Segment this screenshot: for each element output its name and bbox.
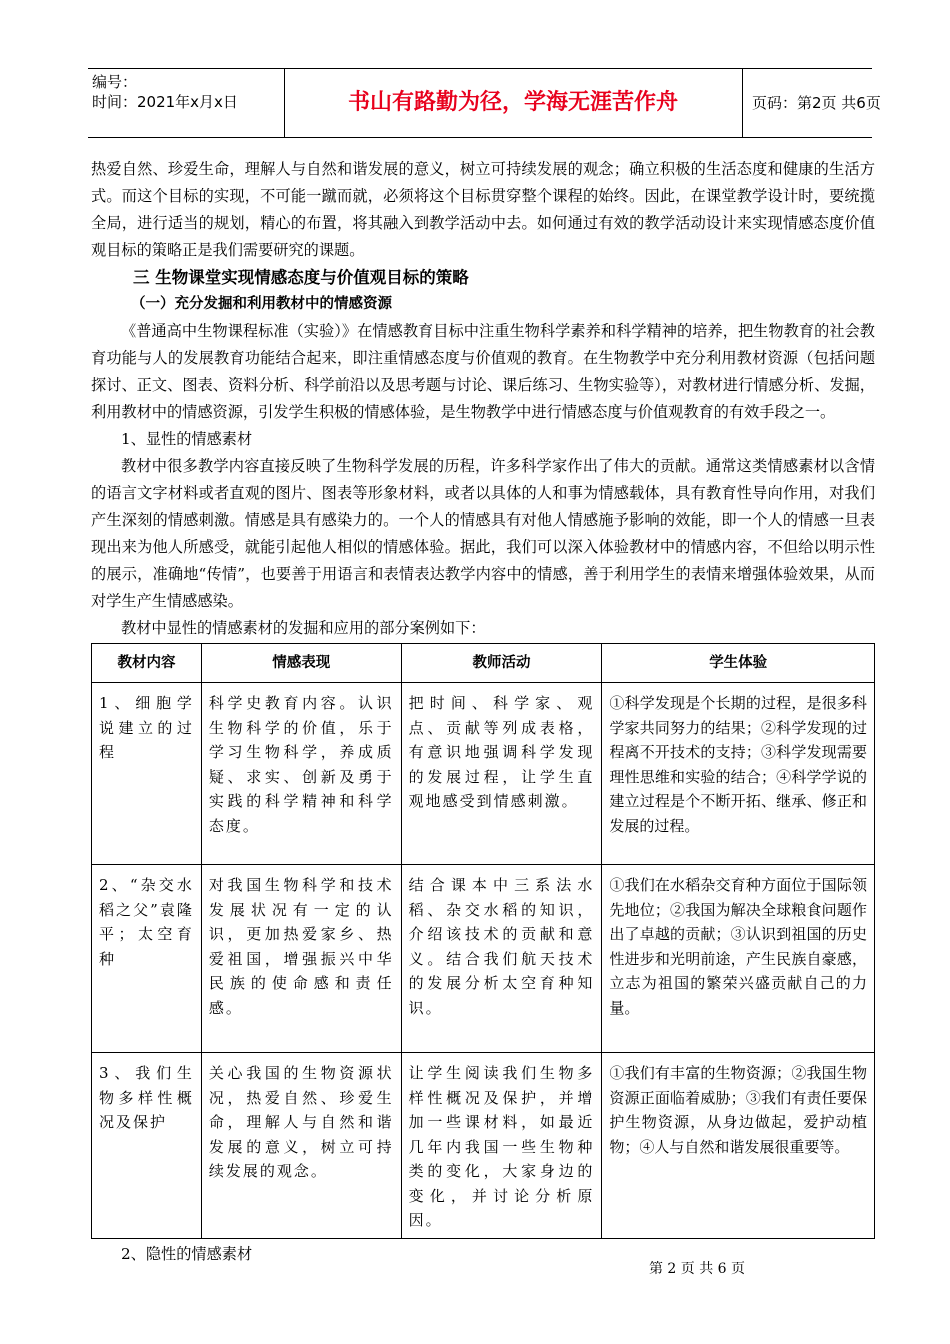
body-paragraph-1: 《普通高中生物课程标准（实验）》在情感教育目标中注重生物科学素养和科学精神的培养，把生物教育的社会教育功能与人的发展教育功能结合起来，即注重情感态度与价值观的教育。在生物教学中充分利用教材资源（包括问题探讨、正文、图表、资料分析、科学前沿以及思考题与讨论、课后练习、生物实验等），对教材进行情感分析、发掘，利用教材中的情感资源，引发学生积极的情感体验，是生物教学中进行情感态度与价值观教育的有效手段之一。 xyxy=(91,322,875,421)
subsection-heading: （一）充分发掘和利用教材中的情感资源 xyxy=(131,296,392,312)
table-cell: ①我们有丰富的生物资源；②我国生物资源正面临着威胁；③我们有责任要保护生物资源，从身边做起，爱护动植物；④人与自然和谐发展很重要等。 xyxy=(602,1053,875,1239)
item-heading-implicit: 2、隐性的情感素材 xyxy=(121,1245,253,1263)
table-cell: 让学生阅读我们生物多样性概况及保护，并增加一些课材料，如最近几年内我国一些生物种类的变化，大家身边的变化，并讨论分析原因。 xyxy=(401,1053,602,1239)
footer-page-number: 第 2 页 共 6 页 xyxy=(648,1261,746,1277)
case-table xyxy=(91,643,875,1239)
table-cell: ①我们在水稻杂交育种方面位于国际领先地位；②我国为解决全球粮食问题作出了卓越的贡献；③认识到祖国的历史性进步和光明前途，产生民族自豪感，立志为祖国的繁荣兴盛贡献自己的力量。 xyxy=(602,865,875,1053)
table-row xyxy=(92,865,875,1053)
table-cell: 1、细胞学说建立的过程 xyxy=(92,683,202,865)
table-header-cell: 学生体验 xyxy=(602,644,875,683)
header-page-number: 页码：第2页 共6页 xyxy=(752,94,881,112)
table-cell: 对我国生物科学和技术发展状况有一定的认识，更加热爱家乡、热爱祖国，增强振兴中华民族的使命感和责任感。 xyxy=(201,865,401,1053)
header-time: 时间：2021年x月x日 xyxy=(92,93,238,111)
body-paragraph-2: 教材中很多教学内容直接反映了生物科学发展的历程，许多科学家作出了伟大的贡献。通常这类情感素材以含情的语言文字材料或者直观的图片、图表等形象材料，或者以具体的人和事为情感载体，具有教育性导向作用，对我们产生深刻的情感刺激。情感是具有感染力的。一个人的情感具有对他人情感施予影响的效能，即一个人的情感一旦表现出来为他人所感受，就能引起他人相似的情感体验。据此，我们可以深入体验教材中的情感内容，不但给以明示性的展示，准确地“传情”，也要善于用语言和表情表达教学内容中的情感，善于利用学生的表情来增强体验效果，从而对学生产生情感感染。 xyxy=(91,457,875,610)
table-cell: 科学史教育内容。认识生物科学的价值，乐于学习生物科学，养成质疑、求实、创新及勇于实践的科学精神和科学态度。 xyxy=(201,683,401,865)
table-header-cell: 教材内容 xyxy=(92,644,202,683)
header-motto: 书山有路勤为径，学海无涯苦作舟 xyxy=(284,69,743,137)
page-header xyxy=(88,68,881,138)
table-cell: 把时间、科学家、观点、贡献等列成表格，有意识地强调科学发现的发展过程，让学生直观地感受到情感刺激。 xyxy=(401,683,602,865)
table-row xyxy=(92,1053,875,1239)
table-cell: ①科学发现是个长期的过程，是很多科学家共同努力的结果；②科学发现的过程离不开技术的支持；③科学发现需要理性思维和实验的结合；④科学学说的建立过程是个不断开拓、继承、修正和发展的过程。 xyxy=(602,683,875,865)
table-cell: 结合课本中三系法水稻、杂交水稻的知识，介绍该技术的贡献和意义。结合我们航天技术的发展分析太空育种知识。 xyxy=(401,865,602,1053)
document-body xyxy=(91,156,875,1268)
table-row xyxy=(92,683,875,865)
table-cell: 3、我们生物多样性概况及保护 xyxy=(92,1053,202,1239)
header-number: 编号： xyxy=(92,73,138,91)
table-header-row xyxy=(92,644,875,683)
table-cell: 2、“杂交水稻之父”袁隆平；太空育种 xyxy=(92,865,202,1053)
table-header-cell: 情感表现 xyxy=(201,644,401,683)
intro-paragraph: 热爱自然、珍爱生命，理解人与自然和谐发展的意义，树立可持续发展的观念；确立积极的生活态度和健康的生活方式。而这个目标的实现，不可能一蹴而就，必须将这个目标贯穿整个课程的始终。因此，在课堂教学设计时，要统揽全局，进行适当的规划，精心的布置，将其融入到教学活动中去。如何通过有效的教学活动设计来实现情感态度价值观目标的策略正是我们需要研究的课题。 xyxy=(91,160,875,259)
header-meta xyxy=(88,69,285,137)
item-heading-explicit: 1、显性的情感素材 xyxy=(121,430,253,448)
body-paragraph-3: 教材中显性的情感素材的发掘和应用的部分案例如下： xyxy=(121,619,486,637)
page-footer xyxy=(0,1258,950,1278)
table-cell: 关心我国的生物资源状况，热爱自然、珍爱生命，理解人与自然和谐发展的意义，树立可持续发展的观念。 xyxy=(201,1053,401,1239)
section-heading: 三 生物课堂实现情感态度与价值观目标的策略 xyxy=(133,268,469,287)
table-header-cell: 教师活动 xyxy=(401,644,602,683)
